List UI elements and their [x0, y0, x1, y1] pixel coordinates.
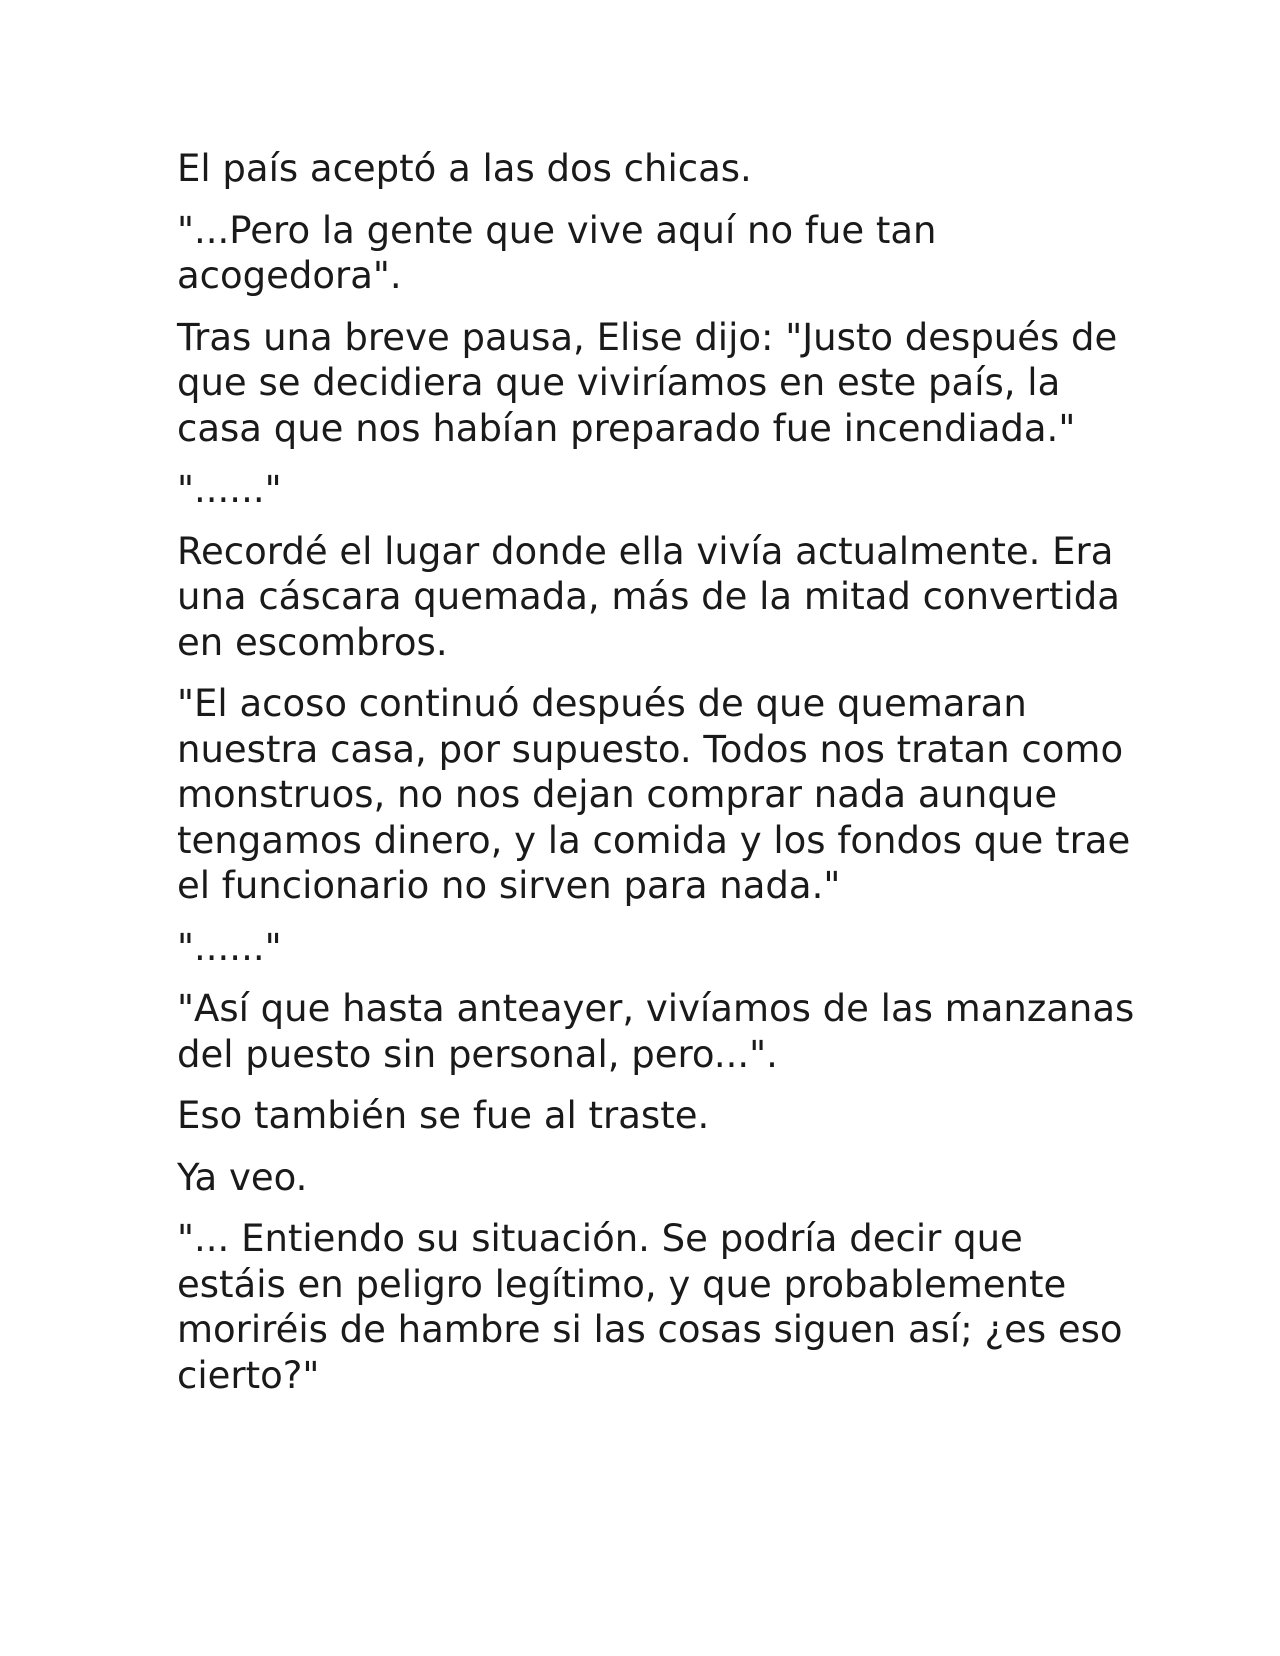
document-page [177, 146, 1137, 1414]
paragraph-8: "Así que hasta anteayer, vivíamos de las manzanas del puesto sin personal, pero...". [177, 987, 1135, 1076]
paragraph-5: Recordé el lugar donde ella vivía actualmente. Era una cáscara quemada, más de la mitad convertida en escombros. [177, 529, 1120, 664]
paragraph-4: "......" [177, 468, 282, 511]
paragraph-3: Tras una breve pausa, Elise dijo: "Justo después de que se decidiera que viviríamos en este país, la casa que nos habían preparado fue incendiada." [177, 315, 1118, 450]
paragraph-1: El país aceptó a las dos chicas. [177, 147, 752, 190]
paragraph-2: "...Pero la gente que vive aquí no fue tan acogedora". [177, 208, 937, 297]
paragraph-11: "... Entiendo su situación. Se podría decir que estáis en peligro legítimo, y que probablemente moriréis de hambre si las cosas siguen así; ¿es eso cierto?" [177, 1217, 1123, 1397]
paragraph-7: "......" [177, 925, 282, 969]
paragraph-6: "El acoso continuó después de que quemaran nuestra casa, por supuesto. Todos nos tratan como monstruos, no nos dejan comprar nada aunque tengamos dinero, y la comida y los fondos que trae el funcionario no sirven para nada." [177, 682, 1131, 907]
paragraph-9: Eso también se fue al traste. [177, 1094, 710, 1137]
paragraph-10: Ya veo. [177, 1155, 308, 1199]
